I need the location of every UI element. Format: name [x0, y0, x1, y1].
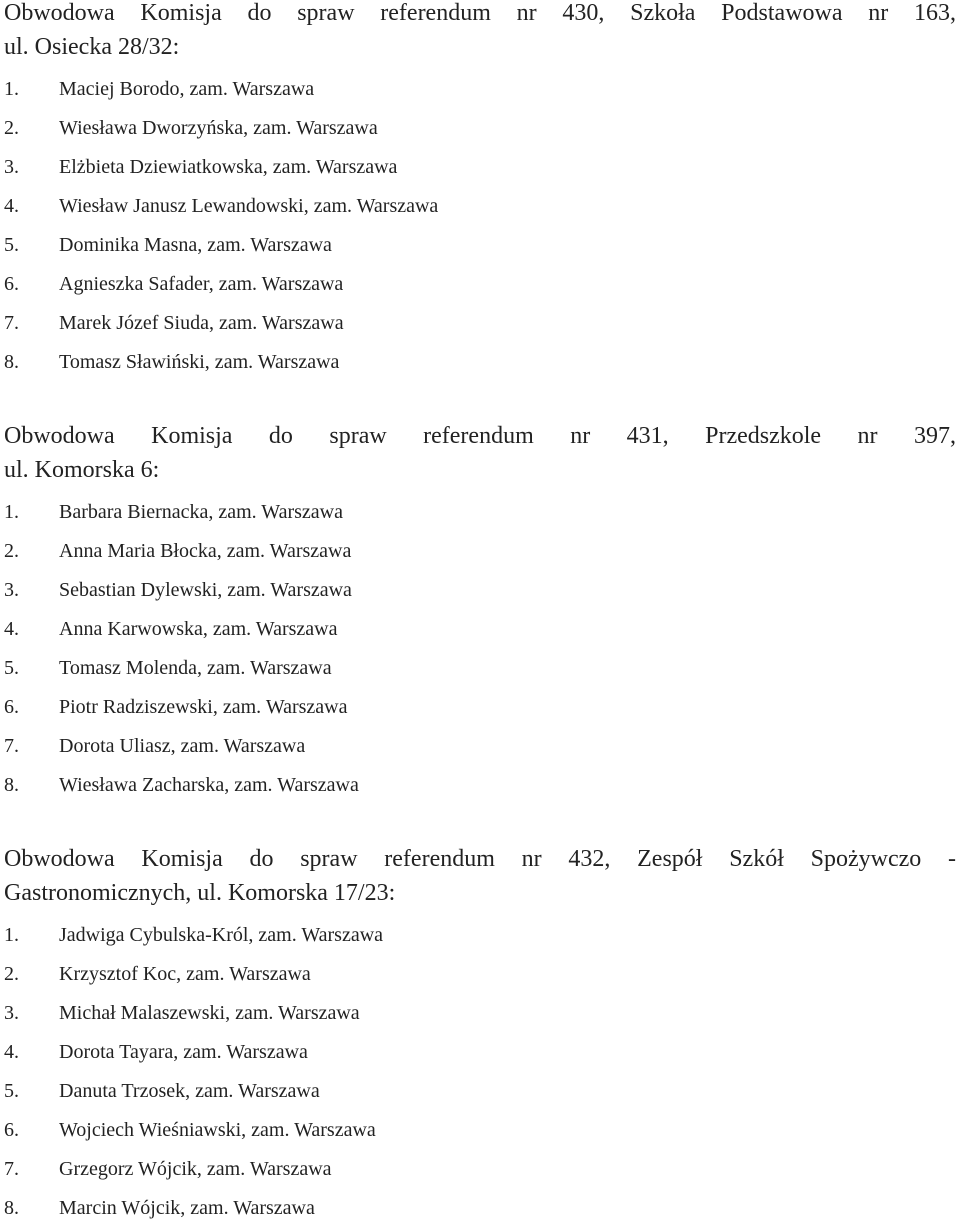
member-text: Jadwiga Cybulska-Król, zam. Warszawa [59, 924, 384, 946]
member-text: Tomasz Sławiński, zam. Warszawa [59, 351, 340, 373]
member-item [4, 916, 956, 955]
member-item [4, 1111, 956, 1150]
member-number: 2. [4, 540, 19, 562]
member-number: 8. [4, 774, 19, 796]
member-list [4, 916, 956, 1228]
member-number: 8. [4, 351, 19, 373]
commission-heading-line-2: ul. Komorska 6: [4, 457, 160, 483]
commission-heading [4, 0, 956, 64]
member-text: Wiesław Janusz Lewandowski, zam. Warszawa [59, 195, 439, 217]
member-number: 3. [4, 579, 19, 601]
member-number: 5. [4, 657, 19, 679]
member-item [4, 1189, 956, 1228]
member-item [4, 610, 956, 649]
member-item [4, 955, 956, 994]
member-text: Marek Józef Siuda, zam. Warszawa [59, 312, 344, 334]
member-text: Elżbieta Dziewiatkowska, zam. Warszawa [59, 156, 398, 178]
member-item [4, 148, 956, 187]
member-item [4, 1072, 956, 1111]
member-number: 8. [4, 1197, 19, 1219]
member-item [4, 343, 956, 382]
member-text: Dorota Uliasz, zam. Warszawa [59, 735, 306, 757]
member-number: 1. [4, 78, 19, 100]
member-text: Dorota Tayara, zam. Warszawa [59, 1041, 308, 1063]
member-item [4, 1033, 956, 1072]
member-text: Grzegorz Wójcik, zam. Warszawa [59, 1158, 332, 1180]
member-item [4, 688, 956, 727]
member-number: 7. [4, 312, 19, 334]
member-number: 5. [4, 234, 19, 256]
commission-section-432 [4, 842, 956, 1228]
member-item [4, 109, 956, 148]
member-item [4, 766, 956, 805]
commission-heading-line-2: Gastronomicznych, ul. Komorska 17/23: [4, 880, 396, 906]
member-text: Maciej Borodo, zam. Warszawa [59, 78, 315, 100]
member-number: 4. [4, 1041, 19, 1063]
member-list [4, 70, 956, 382]
member-number: 3. [4, 1002, 19, 1024]
member-text: Anna Maria Błocka, zam. Warszawa [59, 540, 352, 562]
member-text: Wojciech Wieśniawski, zam. Warszawa [59, 1119, 376, 1141]
member-number: 2. [4, 117, 19, 139]
member-item [4, 226, 956, 265]
member-item [4, 304, 956, 343]
member-number: 7. [4, 1158, 19, 1180]
member-number: 5. [4, 1080, 19, 1102]
member-item [4, 265, 956, 304]
member-item [4, 1150, 956, 1189]
member-number: 4. [4, 195, 19, 217]
member-item [4, 187, 956, 226]
commission-heading-line-1: Obwodowa Komisja do spraw referendum nr 431, Przedszkole nr 397, [4, 423, 956, 449]
member-text: Barbara Biernacka, zam. Warszawa [59, 501, 343, 523]
member-text: Marcin Wójcik, zam. Warszawa [59, 1197, 315, 1219]
member-list [4, 493, 956, 805]
member-number: 6. [4, 273, 19, 295]
member-text: Danuta Trzosek, zam. Warszawa [59, 1080, 320, 1102]
member-text: Michał Malaszewski, zam. Warszawa [59, 1002, 360, 1024]
commission-heading-line-1: Obwodowa Komisja do spraw referendum nr 430, Szkoła Podstawowa nr 163, [4, 0, 956, 26]
member-text: Agnieszka Safader, zam. Warszawa [59, 273, 344, 295]
member-text: Dominika Masna, zam. Warszawa [59, 234, 332, 256]
member-item [4, 532, 956, 571]
member-number: 1. [4, 924, 19, 946]
member-number: 6. [4, 696, 19, 718]
member-number: 3. [4, 156, 19, 178]
member-item [4, 493, 956, 532]
member-text: Anna Karwowska, zam. Warszawa [59, 618, 338, 640]
member-text: Tomasz Molenda, zam. Warszawa [59, 657, 332, 679]
member-number: 7. [4, 735, 19, 757]
commission-section-430 [4, 0, 956, 382]
member-text: Piotr Radziszewski, zam. Warszawa [59, 696, 348, 718]
member-item [4, 994, 956, 1033]
member-number: 6. [4, 1119, 19, 1141]
member-text: Krzysztof Koc, zam. Warszawa [59, 963, 311, 985]
member-number: 4. [4, 618, 19, 640]
commission-section-431 [4, 419, 956, 805]
member-number: 2. [4, 963, 19, 985]
commission-heading-line-1: Obwodowa Komisja do spraw referendum nr 432, Zespół Szkół Spożywczo - [4, 846, 956, 872]
member-text: Wiesława Zacharska, zam. Warszawa [59, 774, 359, 796]
member-text: Sebastian Dylewski, zam. Warszawa [59, 579, 352, 601]
commission-heading [4, 842, 956, 910]
member-item [4, 727, 956, 766]
member-item [4, 571, 956, 610]
commission-heading [4, 419, 956, 487]
member-text: Wiesława Dworzyńska, zam. Warszawa [59, 117, 378, 139]
member-item [4, 70, 956, 109]
commission-heading-line-2: ul. Osiecka 28/32: [4, 34, 180, 60]
member-item [4, 649, 956, 688]
member-number: 1. [4, 501, 19, 523]
